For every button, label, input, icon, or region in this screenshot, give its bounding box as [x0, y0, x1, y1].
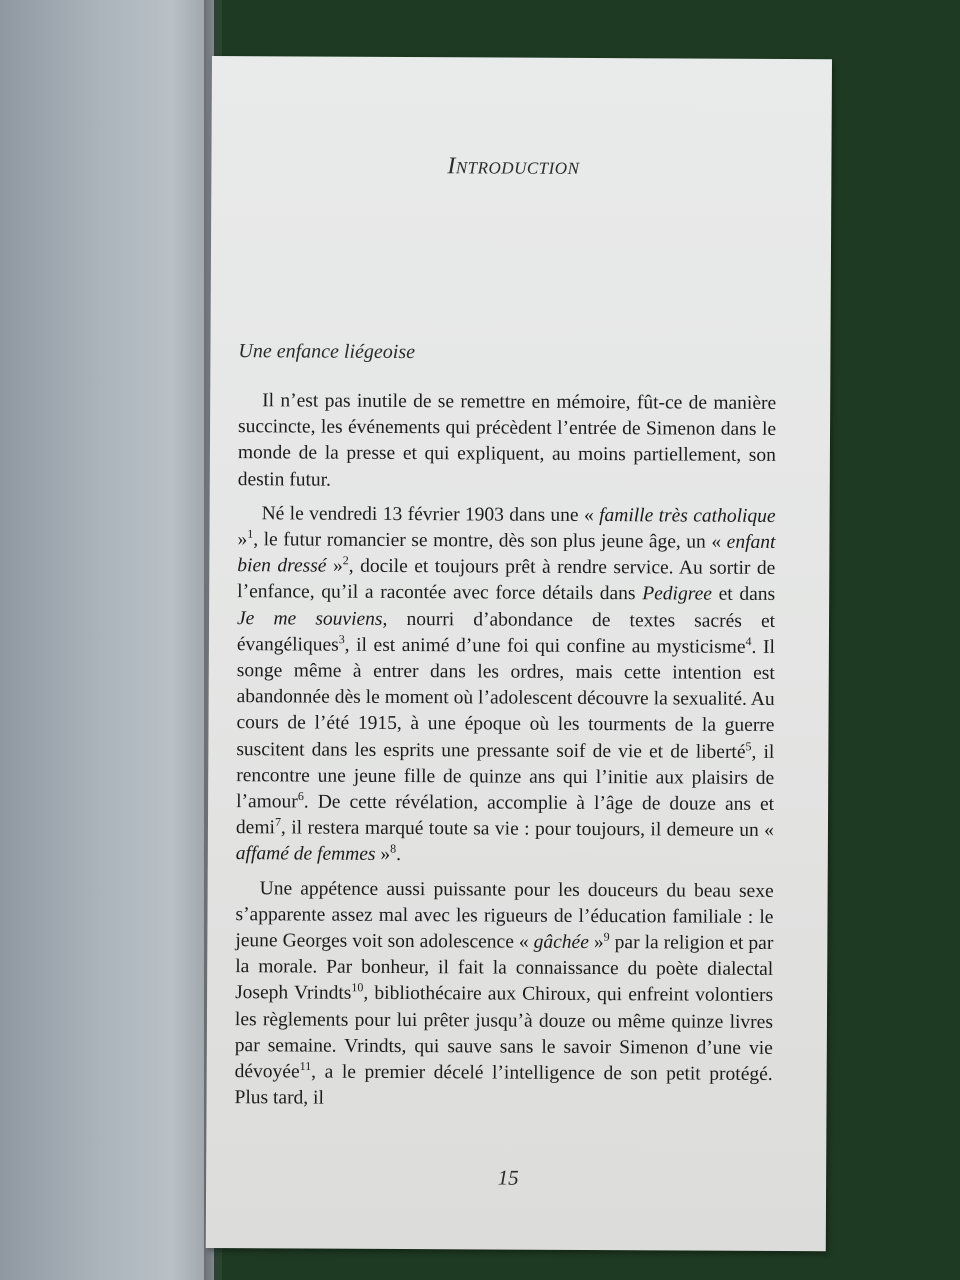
text-run: Une appétence aussi puissante pour les douceurs du beau sexe s’apparente assez mal avec les rigueurs de l’éducation familiale : le jeune Georges voit son adolescence « — [235, 877, 774, 953]
italic-text: Je me souviens — [237, 607, 383, 630]
footnote-ref: 4 — [745, 634, 752, 649]
text-run: , docile et toujours prêt à rendre service. Au sortir de l’enfance, qu’il a racontée avec force détails dans — [237, 555, 776, 605]
italic-text: affamé de femmes — [235, 843, 376, 866]
footnote-ref: 11 — [299, 1059, 312, 1074]
text-run: , a le premier décelé l’intelligence de son petit protégé. Plus tard, il — [234, 1061, 773, 1109]
text-run: , le futur romancier se montre, dès son plus jeune âge, un « — [253, 529, 727, 553]
italic-text: famille très catholique — [599, 504, 776, 527]
text-run: , il est animé d’une foi qui confine au mysticisme — [344, 634, 746, 658]
footnote-ref: 8 — [390, 841, 397, 856]
footnote-ref: 7 — [274, 815, 282, 830]
text-run: , bibliothécaire aux Chiroux, qui enfreint volontiers les règlements pour lui prêter jusqu’à douze ou même quinze livres par semaine. Vrindts, qui sauve sans le savoir Simenon d’une vie dévoyée — [234, 983, 774, 1083]
footnote-ref: 9 — [603, 929, 610, 944]
footnote-ref: 2 — [342, 553, 349, 568]
page-number: 15 — [497, 1165, 519, 1190]
text-run: » — [237, 529, 248, 551]
text-run: » — [588, 932, 604, 954]
paragraph — [238, 388, 777, 496]
section-heading: Une enfance liégeoise — [238, 340, 416, 364]
text-run: , nourri d’abondance de textes sacrés et évangéliques — [236, 608, 776, 656]
text-run: . — [396, 844, 402, 866]
chapter-title: Introduction — [447, 153, 580, 180]
facing-page-edge — [0, 0, 214, 1280]
body-text — [234, 388, 776, 1122]
italic-text: gâchée — [533, 931, 589, 954]
italic-text: Pedigree — [642, 583, 712, 606]
footnote-ref: 5 — [745, 738, 752, 753]
paragraph — [234, 876, 773, 1115]
page-content — [234, 56, 788, 1190]
text-run: » — [375, 844, 391, 866]
text-run: » — [326, 555, 343, 577]
footnote-ref: 3 — [338, 631, 345, 647]
text-run: et dans — [711, 584, 776, 606]
italic-text: enfant bien dressé — [237, 531, 776, 577]
text-run: . De cette révélation, accomplie à l’âge de douze ans et demi — [235, 791, 775, 839]
footnote-ref: 10 — [351, 980, 364, 995]
text-run: , il rencontre une jeune fille de quinze ans qui l’initie aux plaisirs de l’amour — [236, 741, 775, 813]
text-run: par la religion et par la morale. Par bonheur, il fait la connaissance du poète dialectal Joseph Vrindts — [235, 932, 774, 1005]
footnote-ref: 1 — [247, 526, 254, 541]
text-run: , il restera marqué toute sa vie : pour toujours, il demeure un « — [280, 817, 775, 842]
footnote-ref: 6 — [297, 789, 304, 804]
book-page — [206, 56, 832, 1251]
text-run: Il n’est pas inutile de se remettre en mémoire, fût-ce de manière succincte, les événements qui précèdent l’entrée de Simenon dans le monde de la presse et qui expliquent, au moins partiellement, son destin futur. — [237, 390, 777, 491]
text-run: . Il songe même à entrer dans les ordres, mais cette intention est abandonnée dès le moment où l’adolescent découvre la sexualité. Au cours de l’été 1915, à une époque où les tourments de la guerre suscitent dans les esprits une pressante soif de vie et de liberté — [236, 636, 775, 763]
paragraph — [236, 501, 776, 871]
text-run: Né le vendredi 13 février 1903 dans une « — [261, 503, 600, 526]
